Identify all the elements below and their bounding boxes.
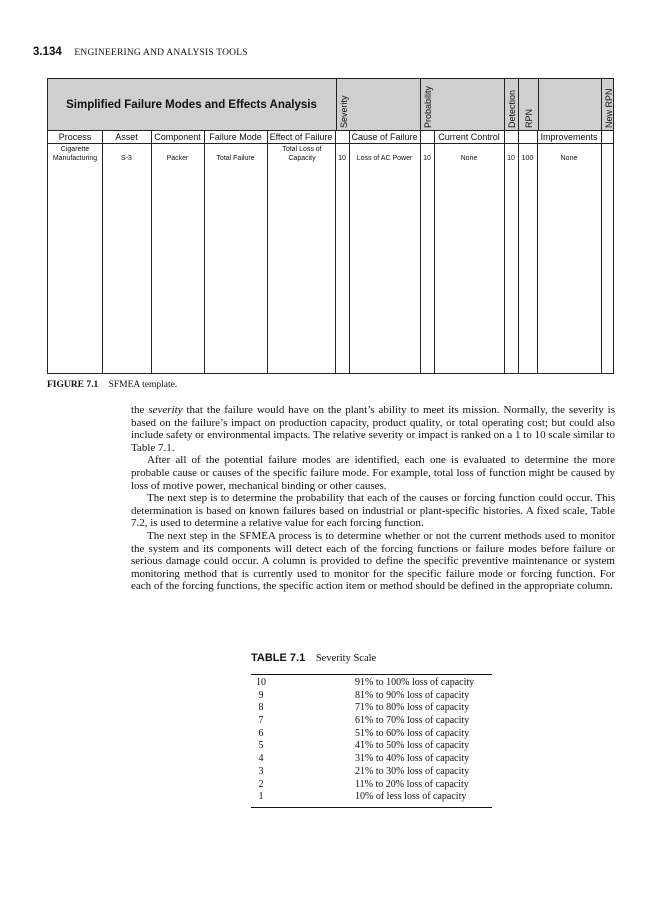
col-cause-of-failure: Cause of Failure <box>351 132 418 142</box>
body-text <box>131 404 615 593</box>
cell-asset: S-3 <box>121 155 132 162</box>
severity-level: 1 <box>258 791 264 803</box>
cell-component: Packer <box>166 155 189 162</box>
cell-improvements: None <box>560 155 578 162</box>
grid-line <box>151 131 152 373</box>
severity-description: 71% to 80% loss of capacity <box>355 702 470 714</box>
severity-level: 4 <box>258 753 264 765</box>
table-row <box>251 791 492 804</box>
table-row <box>251 690 492 703</box>
figure-label: FIGURE 7.1 <box>47 380 99 390</box>
page-number: 3.134 <box>33 46 62 58</box>
grid-line <box>601 131 602 373</box>
paragraph-text: that the failure would have on the plant’s ability to meet its mission. Normally, the severity is based on the failure’s impact on production capacity, product quality, or total operating cost; but could also include safety or environmental impacts. The relative severity or impact is ranked on a 1 to 10 scale similar to Table 7.1. <box>131 404 615 454</box>
col-improvements: Improvements <box>540 132 598 142</box>
severity-scale-table <box>251 674 492 808</box>
cell-cause: Loss of AC Power <box>356 155 413 162</box>
detection-header: Detection <box>506 89 517 128</box>
cell-severity: 10 <box>338 155 346 162</box>
table-row <box>251 766 492 779</box>
severity-description: 11% to 20% loss of capacity <box>355 778 469 790</box>
table-row <box>251 677 492 690</box>
grid-line <box>267 131 268 373</box>
grid-line <box>349 131 350 373</box>
severity-description: 91% to 100% loss of capacity <box>355 677 475 688</box>
severity-level: 6 <box>258 727 264 739</box>
col-asset: Asset <box>115 132 138 142</box>
running-head: ENGINEERING AND ANALYSIS TOOLS <box>74 48 248 58</box>
sfmea-template-figure <box>47 78 614 374</box>
grid-line <box>335 131 336 373</box>
cell-failure-mode: Total Failure <box>216 155 255 162</box>
table-row <box>251 779 492 792</box>
paragraph-text: the <box>131 404 149 416</box>
new-rpn-header-cell <box>601 79 615 131</box>
table-label: TABLE 7.1 <box>251 652 306 664</box>
page-header <box>33 46 248 58</box>
table-caption <box>251 652 376 664</box>
col-current-control: Current Control <box>438 132 500 142</box>
paragraph: After all of the potential failure modes are identified, each one is evaluated to determine the more probable cause or causes of the specific failure mode. For example, total loss of function might be caused by loss of motive power, mechanical binding or other causes. <box>131 454 615 492</box>
severity-level: 2 <box>258 778 264 790</box>
severity-level: 7 <box>258 715 264 727</box>
severity-description: 41% to 50% loss of capacity <box>355 740 470 752</box>
figure-caption <box>47 380 177 390</box>
severity-description: 21% to 30% loss of capacity <box>355 765 470 777</box>
paragraph: The next step is to determine the probability that each of the causes or forcing function could occur. This determination is based on known failures based on industrial or plant-specific histories. A fixed scale, Table 7.2, is used to determine a relative value for each forcing function. <box>131 492 615 530</box>
cell-effect: Total Loss of Capacity <box>282 146 322 162</box>
grid-line <box>204 131 205 373</box>
rpn-header-cell <box>518 79 538 131</box>
probability-header: Probability <box>422 85 433 128</box>
paragraph: The next step in the SFMEA process is to determine whether or not the current methods used to monitor the system and its components will detect each of the forcing functions or failure modes before failure or serious damage could occur. A column is provided to define the specific preventive maintenance or system monitoring method that is currently used to monitor for the specific failure mode or forcing function. For each of the forcing functions, the specific action item or method should be defined in the appropriate column. <box>131 529 615 593</box>
cell-rpn: 100 <box>521 155 534 162</box>
rpn-header: RPN <box>523 108 534 128</box>
severity-header: Severity <box>338 95 349 128</box>
table-row <box>251 702 492 715</box>
col-component: Component <box>154 132 201 142</box>
grid-line <box>420 131 421 373</box>
figure-caption-text: SFMEA template. <box>108 380 178 390</box>
severity-level: 5 <box>258 740 264 752</box>
table-row <box>251 740 492 753</box>
grid-line <box>518 131 519 373</box>
severity-description: 61% to 70% loss of capacity <box>355 715 470 727</box>
col-process: Process <box>58 132 92 142</box>
severity-level: 9 <box>258 689 264 701</box>
col-failure-mode: Failure Mode <box>209 132 262 142</box>
emphasis-text: severity <box>148 404 183 416</box>
table-row <box>251 728 492 741</box>
new-rpn-header: New RPN <box>603 88 614 128</box>
severity-level: 3 <box>258 765 264 777</box>
detection-header-cell <box>504 79 518 131</box>
cell-probability: 10 <box>423 155 431 162</box>
severity-description: 10% of less loss of capacity <box>355 791 467 803</box>
column-header-row <box>48 131 613 144</box>
cell-current-control: None <box>460 155 478 162</box>
severity-level: 8 <box>258 702 264 714</box>
severity-level: 10 <box>256 677 266 688</box>
col-effect-of-failure: Effect of Failure <box>269 132 333 142</box>
probability-header-cell <box>420 79 434 131</box>
severity-description: 51% to 60% loss of capacity <box>355 727 470 739</box>
table-row <box>251 715 492 728</box>
severity-description: 31% to 40% loss of capacity <box>355 753 470 765</box>
grid-line <box>102 131 103 373</box>
figure-banner <box>48 79 613 131</box>
cell-detection: 10 <box>507 155 515 162</box>
table-title: Severity Scale <box>315 653 377 664</box>
cell-process: Cigarette Manufacturing <box>52 146 98 162</box>
grid-line <box>537 131 538 373</box>
improvements-header-spacer <box>538 79 601 131</box>
grid-line <box>504 131 505 373</box>
severity-description: 81% to 90% loss of capacity <box>355 689 470 701</box>
figure-title: Simplified Failure Modes and Effects Analysis <box>66 99 317 111</box>
paragraph <box>131 404 615 454</box>
grid-line <box>434 131 435 373</box>
table-row <box>251 753 492 766</box>
severity-header-cell <box>336 79 350 131</box>
